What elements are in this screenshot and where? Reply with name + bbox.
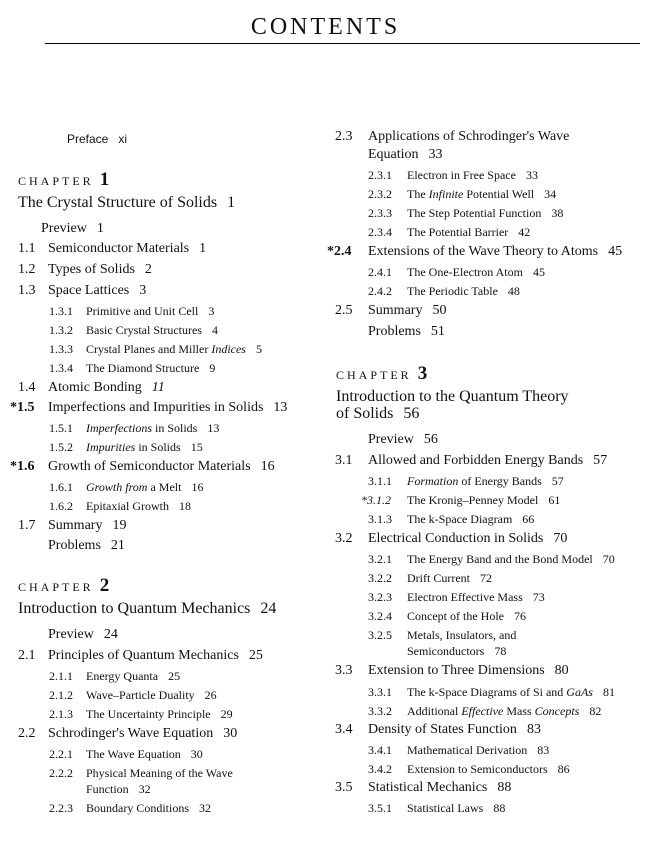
- toc-subsection-1-3-4[interactable]: [49, 360, 215, 376]
- page-number: 15: [190, 440, 203, 454]
- entry-title: Primitive and Unit Cell: [86, 304, 199, 318]
- section-number: 3.5.1: [368, 801, 392, 815]
- section-number: 3.1: [335, 453, 353, 468]
- toc-subsection-1-5-1[interactable]: [49, 420, 219, 436]
- toc-subsection-2-3-3[interactable]: [368, 205, 563, 221]
- entry-title: Function: [86, 782, 129, 796]
- toc-chapter-2-title[interactable]: [18, 601, 276, 617]
- chapter-word: CHAPTER: [18, 580, 94, 594]
- entry-title-italic: Impurities: [86, 440, 136, 454]
- entry-title: Mass: [506, 704, 532, 718]
- section-number: 2.4.1: [368, 265, 392, 279]
- toc-section-3-2[interactable]: [335, 531, 567, 547]
- section-number: 2.1: [18, 648, 36, 663]
- entry-title-italic: Indices: [211, 342, 246, 356]
- entry-title: Schrodinger's Wave Equation: [48, 726, 214, 741]
- section-number: 2.2.2: [49, 766, 73, 780]
- section-number: 3.3.1: [368, 685, 392, 699]
- entry-title: Semiconductors: [407, 644, 485, 658]
- section-number: 3.1.3: [368, 512, 392, 526]
- section-number: 3.4.1: [368, 743, 392, 757]
- page-number: 82: [589, 704, 602, 718]
- page-number: 33: [428, 147, 443, 162]
- page-number: 57: [551, 474, 564, 488]
- section-number: 2.3.3: [368, 206, 392, 220]
- section-number: 1.3.2: [49, 323, 73, 337]
- section-number: *3.1.2: [361, 493, 391, 507]
- chapter-1-label: [18, 169, 110, 190]
- toc-subsection-2-1-3[interactable]: [49, 706, 233, 722]
- contents-heading: CONTENTS: [250, 14, 401, 40]
- entry-title: Space Lattices: [48, 283, 130, 298]
- section-number: 3.5: [335, 780, 353, 795]
- section-number: 3.3.2: [368, 704, 392, 718]
- entry-title: The k-Space Diagrams of Si and: [407, 685, 564, 699]
- page-number: 16: [191, 480, 204, 494]
- toc-section-2-3-cont[interactable]: [368, 147, 443, 163]
- toc-subsection-3-4-2[interactable]: [368, 761, 570, 777]
- toc-section-1-4[interactable]: [18, 380, 165, 396]
- toc-section-3-4[interactable]: [335, 722, 541, 738]
- entry-title: Extension to Three Dimensions: [368, 663, 545, 678]
- toc-section-1-7[interactable]: [18, 518, 126, 534]
- page-number: 80: [554, 663, 569, 678]
- page-number: 70: [553, 531, 568, 546]
- page-number: 26: [204, 688, 217, 702]
- entry-title: Concept of the Hole: [407, 609, 504, 623]
- entry-title: Allowed and Forbidden Energy Bands: [368, 453, 584, 468]
- entry-title: Preview: [368, 432, 414, 447]
- chapter-number: 3: [417, 363, 428, 384]
- page-number: 24: [260, 600, 277, 617]
- entry-title: Summary: [48, 518, 103, 533]
- entry-title: Growth of Semiconductor Materials: [48, 459, 251, 474]
- entry-title: in Solids: [154, 421, 198, 435]
- page-number: 29: [220, 707, 233, 721]
- toc-section-2-1[interactable]: [18, 648, 263, 664]
- toc-subsection-2-3-4[interactable]: [368, 224, 530, 240]
- page-number: 73: [532, 590, 545, 604]
- toc-subsection-2-2-3[interactable]: [49, 800, 211, 816]
- toc-ch3-preview[interactable]: [368, 432, 438, 448]
- chapter-number: 2: [99, 575, 110, 596]
- page-number: 57: [593, 453, 608, 468]
- entry-title: Potential Well: [466, 187, 535, 201]
- page-number: 48: [507, 284, 520, 298]
- section-number: 1.6.1: [49, 480, 73, 494]
- section-number: *1.6: [10, 459, 35, 474]
- page-number: 88: [493, 801, 506, 815]
- page-number: 56: [403, 405, 420, 422]
- section-number: 1.6.2: [49, 499, 73, 513]
- page-number: 72: [479, 571, 492, 585]
- chapter-title: The Crystal Structure of Solids: [18, 194, 218, 211]
- page-number: 1: [227, 194, 236, 211]
- entry-title: The Periodic Table: [407, 284, 498, 298]
- toc-ch1-preview[interactable]: [41, 221, 104, 237]
- page-number: 5: [255, 342, 262, 356]
- toc-subsection-2-1-1[interactable]: [49, 668, 180, 684]
- page-number: 70: [602, 552, 615, 566]
- toc-subsection-3-2-5[interactable]: [368, 627, 516, 643]
- toc-section-2-3[interactable]: [335, 129, 569, 145]
- toc-section-1-2[interactable]: [18, 262, 152, 278]
- page-number: 9: [209, 361, 216, 375]
- toc-subsection-3-1-1[interactable]: [368, 473, 564, 489]
- toc-subsection-3-1-3[interactable]: [368, 511, 534, 527]
- chapter-title: Introduction to Quantum Mechanics: [18, 600, 251, 617]
- toc-chapter-3-title-cont[interactable]: [336, 406, 419, 422]
- section-number: 3.2.5: [368, 628, 392, 642]
- page-number: 66: [522, 512, 535, 526]
- entry-title: Types of Solids: [48, 262, 135, 277]
- page-number: 76: [513, 609, 526, 623]
- entry-title: in Solids: [138, 440, 181, 454]
- toc-chapter-3-title[interactable]: [336, 389, 569, 405]
- entry-title: Extensions of the Wave Theory to Atoms: [368, 244, 599, 259]
- section-number: 1.3.3: [49, 342, 73, 356]
- toc-subsection-2-1-2[interactable]: [49, 687, 217, 703]
- toc-section-1-1[interactable]: [18, 241, 206, 257]
- entry-title: Electrical Conduction in Solids: [368, 531, 544, 546]
- toc-subsection-1-3-2[interactable]: [49, 322, 218, 338]
- section-number: 2.2.1: [49, 747, 73, 761]
- section-number: 2.1.3: [49, 707, 73, 721]
- page-number: 21: [110, 538, 125, 553]
- section-number: 2.4.2: [368, 284, 392, 298]
- toc-subsection-3-2-3[interactable]: [368, 589, 545, 605]
- chapter-word: CHAPTER: [18, 174, 94, 188]
- toc-chapter-1-title[interactable]: [18, 195, 235, 211]
- entry-title-italic: GaAs: [566, 685, 593, 699]
- preface-page: xi: [118, 132, 128, 146]
- page-number: 45: [532, 265, 545, 279]
- page-number: 2: [144, 262, 152, 277]
- toc-section-1-3[interactable]: [18, 283, 146, 299]
- toc-subsection-2-3-1[interactable]: [368, 167, 538, 183]
- chapter-title: Introduction to the Quantum Theory: [336, 388, 569, 405]
- toc-subsection-3-5-1[interactable]: [368, 800, 505, 816]
- page-number: 83: [526, 722, 541, 737]
- entry-title: Physical Meaning of the Wave: [86, 766, 233, 780]
- section-number: *2.4: [327, 244, 352, 259]
- page-number: 16: [260, 459, 275, 474]
- page-number: 3: [139, 283, 147, 298]
- page-number: 25: [248, 648, 263, 663]
- entry-title-italic: Growth from: [86, 480, 148, 494]
- page-number: 61: [548, 493, 561, 507]
- preface-label: Preface: [67, 132, 109, 146]
- entry-title: Energy Quanta: [86, 669, 159, 683]
- toc-preface[interactable]: [67, 131, 127, 147]
- page-number: 86: [557, 762, 570, 776]
- page-number: 50: [432, 303, 447, 318]
- page-number: 24: [103, 627, 118, 642]
- entry-title: The Energy Band and the Bond Model: [407, 552, 593, 566]
- page-number: 81: [602, 685, 615, 699]
- section-number: 3.2.4: [368, 609, 392, 623]
- chapter-2-label: [18, 575, 110, 596]
- toc-section-1-5[interactable]: [10, 400, 287, 416]
- page-number: 32: [138, 782, 151, 796]
- toc-section-3-3[interactable]: [335, 663, 569, 679]
- entry-title: Boundary Conditions: [86, 801, 190, 815]
- entry-title-italic: Infinite: [428, 187, 464, 201]
- toc-section-3-5[interactable]: [335, 780, 511, 796]
- entry-title: Preview: [48, 627, 94, 642]
- toc-ch2-problems[interactable]: [368, 324, 445, 340]
- entry-title: a Melt: [150, 480, 182, 494]
- entry-title: Applications of Schrodinger's Wave: [368, 129, 570, 144]
- entry-title: Semiconductor Materials: [48, 241, 190, 256]
- section-number: *1.5: [10, 400, 35, 415]
- entry-title: Epitaxial Growth: [86, 499, 169, 513]
- toc-subsection-1-6-2[interactable]: [49, 498, 191, 514]
- page-number: 45: [608, 244, 623, 259]
- toc-subsection-1-6-1[interactable]: [49, 479, 203, 495]
- entry-title: The One-Electron Atom: [407, 265, 523, 279]
- section-number: 1.3.1: [49, 304, 73, 318]
- entry-title: Statistical Laws: [407, 801, 484, 815]
- entry-title: The Wave Equation: [86, 747, 181, 761]
- section-number: 3.1.1: [368, 474, 392, 488]
- toc-subsection-3-4-1[interactable]: [368, 742, 549, 758]
- entry-title: The Kronig–Penney Model: [407, 493, 539, 507]
- page-number: 13: [207, 421, 220, 435]
- page-number: 3: [208, 304, 215, 318]
- page-number: 1: [199, 241, 207, 256]
- toc-subsection-2-2-2[interactable]: [49, 765, 233, 781]
- toc-section-2-2[interactable]: [18, 726, 237, 742]
- page-number: 30: [223, 726, 238, 741]
- entry-title: Statistical Mechanics: [368, 780, 488, 795]
- page-number: 30: [190, 747, 203, 761]
- page-number: 33: [525, 168, 538, 182]
- section-number: 3.2.2: [368, 571, 392, 585]
- entry-title: of Energy Bands: [461, 474, 542, 488]
- section-number: 1.1: [18, 241, 36, 256]
- entry-title: Electron in Free Space: [407, 168, 516, 182]
- entry-title: Problems: [368, 324, 421, 339]
- toc-subsection-3-2-5-cont[interactable]: [407, 643, 506, 659]
- section-number: 1.5.2: [49, 440, 73, 454]
- page-number: 51: [430, 324, 445, 339]
- entry-title-italic: Effective: [461, 704, 504, 718]
- toc-section-1-6[interactable]: [10, 459, 275, 475]
- entry-title: The k-Space Diagram: [407, 512, 513, 526]
- entry-title: Equation: [368, 147, 419, 162]
- toc-subsection-3-2-1[interactable]: [368, 551, 615, 567]
- toc-subsection-3-2-2[interactable]: [368, 570, 492, 586]
- toc-section-3-1[interactable]: [335, 453, 607, 469]
- entry-title: Drift Current: [407, 571, 470, 585]
- entry-title: The Step Potential Function: [407, 206, 542, 220]
- entry-title: Density of States Function: [368, 722, 517, 737]
- section-number: 3.4.2: [368, 762, 392, 776]
- toc-subsection-1-3-3[interactable]: [49, 341, 262, 357]
- toc-subsection-2-2-1[interactable]: [49, 746, 203, 762]
- toc-subsection-2-4-2[interactable]: [368, 283, 520, 299]
- section-number: 1.2: [18, 262, 36, 277]
- toc-subsection-3-3-2[interactable]: [368, 703, 601, 719]
- section-number: 2.1.2: [49, 688, 73, 702]
- toc-section-2-5[interactable]: [335, 303, 446, 319]
- toc-subsection-3-3-1[interactable]: [368, 684, 615, 700]
- entry-title: Additional: [407, 704, 459, 718]
- entry-title-italic: Concepts: [534, 704, 580, 718]
- toc-subsection-3-1-2[interactable]: [361, 492, 560, 508]
- section-number: 2.2: [18, 726, 36, 741]
- page-number: 18: [178, 499, 191, 513]
- entry-title: Summary: [368, 303, 423, 318]
- page-number: 25: [168, 669, 181, 683]
- section-number: 1.5.1: [49, 421, 73, 435]
- section-number: 2.3.1: [368, 168, 392, 182]
- chapter-word: CHAPTER: [336, 368, 412, 382]
- page-number: 13: [273, 400, 288, 415]
- toc-subsection-1-3-1[interactable]: [49, 303, 214, 319]
- entry-title: Mathematical Derivation: [407, 743, 528, 757]
- entry-title: Problems: [48, 538, 101, 553]
- section-number: 3.4: [335, 722, 353, 737]
- page-number: 78: [494, 644, 507, 658]
- section-number: 2.3: [335, 129, 353, 144]
- page-number: 42: [518, 225, 531, 239]
- page-number: 83: [537, 743, 550, 757]
- page-number: 34: [544, 187, 557, 201]
- section-number: 1.4: [18, 380, 36, 395]
- section-number: 3.2.3: [368, 590, 392, 604]
- section-number: 1.3.4: [49, 361, 73, 375]
- section-number: 2.3.4: [368, 225, 392, 239]
- section-number: 2.3.2: [368, 187, 392, 201]
- chapter-title: of Solids: [336, 405, 394, 422]
- section-number: 2.1.1: [49, 669, 73, 683]
- chapter-3-label: [336, 363, 428, 384]
- entry-title: Wave–Particle Duality: [86, 688, 195, 702]
- toc-subsection-2-3-2[interactable]: [368, 186, 556, 202]
- entry-title: Electron Effective Mass: [407, 590, 523, 604]
- entry-title: Atomic Bonding: [48, 380, 142, 395]
- toc-section-2-4[interactable]: [327, 244, 622, 260]
- page-number: 38: [551, 206, 564, 220]
- page-number: 1: [96, 221, 104, 236]
- page-number: 32: [199, 801, 212, 815]
- entry-title: Imperfections and Impurities in Solids: [48, 400, 264, 415]
- entry-title: The Diamond Structure: [86, 361, 200, 375]
- section-number: 2.2.3: [49, 801, 73, 815]
- page-number: 19: [112, 518, 127, 533]
- page-number: 88: [497, 780, 512, 795]
- entry-title: The Uncertainty Principle: [86, 707, 211, 721]
- page-number: 56: [423, 432, 438, 447]
- entry-title: Extension to Semiconductors: [407, 762, 548, 776]
- entry-title-italic: Imperfections: [86, 421, 152, 435]
- toc-subsection-2-4-1[interactable]: [368, 264, 545, 280]
- section-number: 3.2: [335, 531, 353, 546]
- toc-subsection-3-2-4[interactable]: [368, 608, 526, 624]
- toc-ch2-preview[interactable]: [48, 627, 118, 643]
- entry-title-italic: Formation: [407, 474, 459, 488]
- entry-title: Basic Crystal Structures: [86, 323, 202, 337]
- toc-ch1-problems[interactable]: [48, 538, 125, 554]
- entry-title: Crystal Planes and Miller: [86, 342, 209, 356]
- section-number: 3.2.1: [368, 552, 392, 566]
- section-number: 1.7: [18, 518, 36, 533]
- page-number: 4: [211, 323, 218, 337]
- page-number: 11: [151, 380, 165, 395]
- section-number: 1.3: [18, 283, 36, 298]
- toc-subsection-2-2-2-cont[interactable]: [86, 781, 151, 797]
- section-number: 2.5: [335, 303, 353, 318]
- entry-title: Preview: [41, 221, 87, 236]
- toc-subsection-1-5-2[interactable]: [49, 439, 203, 455]
- chapter-number: 1: [99, 169, 110, 190]
- entry-title: The: [407, 187, 426, 201]
- entry-title: Principles of Quantum Mechanics: [48, 648, 239, 663]
- entry-title: The Potential Barrier: [407, 225, 509, 239]
- entry-title: Metals, Insulators, and: [407, 628, 517, 642]
- heading-rule: [45, 43, 640, 44]
- section-number: 3.3: [335, 663, 353, 678]
